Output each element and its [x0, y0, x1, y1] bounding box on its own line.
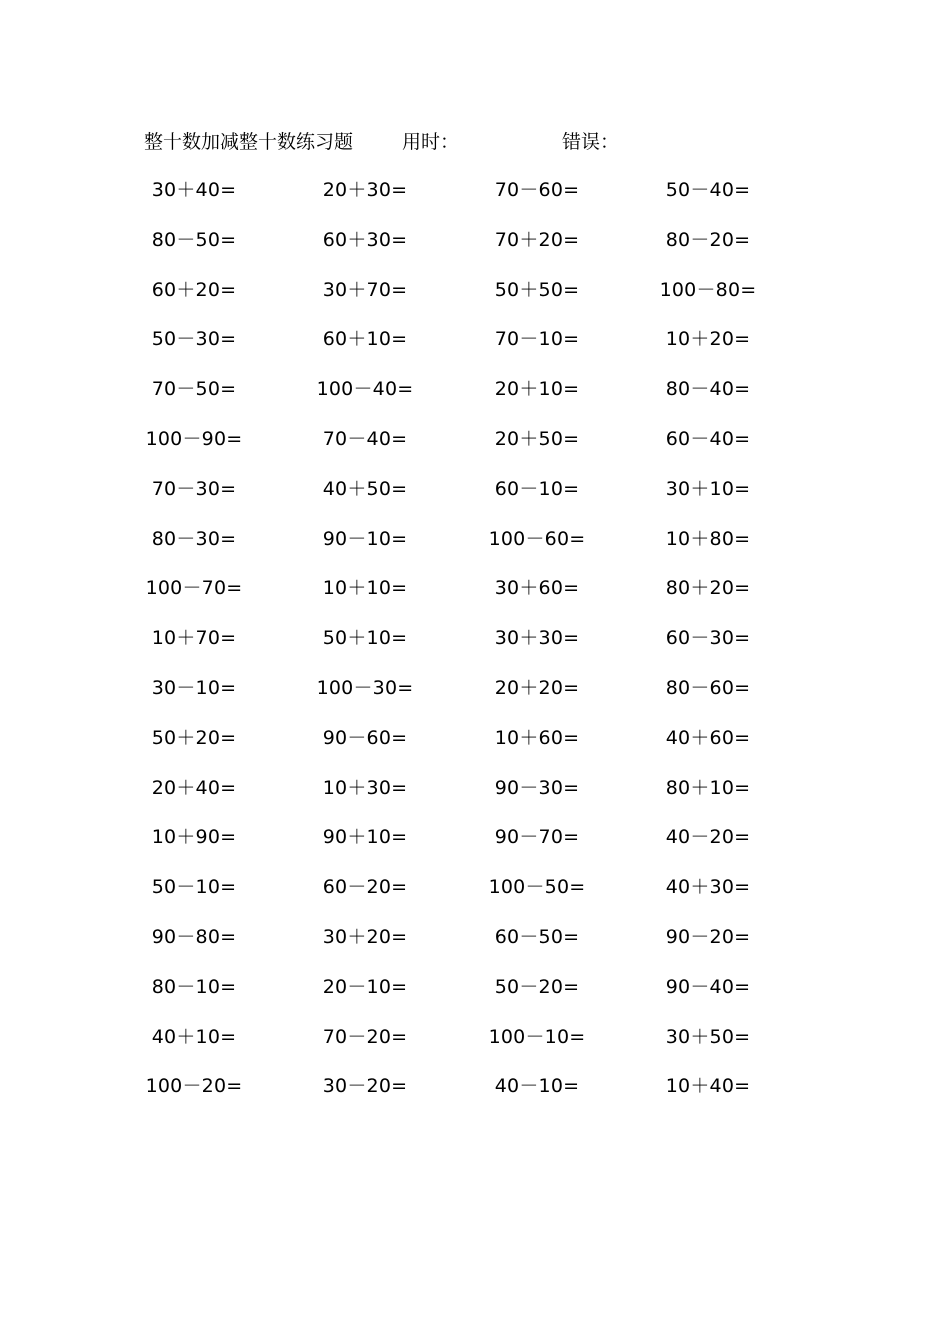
arithmetic-problem: 30＋40= — [151, 179, 237, 201]
arithmetic-problem: 60－50= — [494, 925, 580, 948]
arithmetic-problem: 10＋70= — [151, 627, 237, 650]
arithmetic-problem: 20＋10= — [494, 378, 580, 401]
arithmetic-problem: 40＋30= — [665, 876, 751, 899]
arithmetic-problem: 10＋80= — [665, 527, 751, 550]
arithmetic-problem: 20＋20= — [494, 676, 580, 699]
arithmetic-problem: 10＋60= — [494, 726, 580, 749]
arithmetic-problem: 10＋20= — [665, 328, 751, 351]
problem-row — [0, 672, 950, 722]
arithmetic-problem: 100－30= — [316, 676, 414, 699]
arithmetic-problem: 90－60= — [322, 726, 408, 749]
arithmetic-problem: 100－80= — [659, 278, 757, 301]
arithmetic-problem: 50＋50= — [494, 278, 580, 301]
arithmetic-problem: 90－10= — [322, 527, 408, 550]
arithmetic-problem: 40－10= — [494, 1075, 580, 1098]
arithmetic-problem: 30＋30= — [494, 627, 580, 650]
arithmetic-problem: 30＋10= — [665, 477, 751, 500]
arithmetic-problem: 50＋20= — [151, 726, 237, 749]
worksheet-title: 整十数加减整十数练习题 — [144, 131, 354, 153]
arithmetic-problem: 80－10= — [151, 975, 237, 998]
arithmetic-problem: 70＋20= — [494, 228, 580, 251]
arithmetic-problem: 70－60= — [494, 179, 580, 201]
arithmetic-problem: 70－10= — [494, 328, 580, 351]
arithmetic-problem: 70－50= — [151, 378, 237, 401]
arithmetic-problem: 80＋20= — [665, 577, 751, 600]
arithmetic-problem: 20＋30= — [322, 179, 408, 201]
problem-row — [0, 523, 950, 573]
arithmetic-problem: 70－40= — [322, 427, 408, 450]
problem-row — [0, 224, 950, 274]
arithmetic-problem: 60＋30= — [322, 228, 408, 251]
arithmetic-problem: 20＋40= — [151, 776, 237, 799]
worksheet-header — [0, 128, 950, 156]
problem-row — [0, 274, 950, 324]
arithmetic-problem: 90－40= — [665, 975, 751, 998]
problem-row — [0, 971, 950, 1021]
arithmetic-problem: 80－40= — [665, 378, 751, 401]
arithmetic-problem: 10＋40= — [665, 1075, 751, 1098]
arithmetic-problem: 80－50= — [151, 228, 237, 251]
arithmetic-problem: 10＋90= — [151, 826, 237, 849]
problem-grid — [0, 174, 950, 1120]
arithmetic-problem: 20－10= — [322, 975, 408, 998]
arithmetic-problem: 90－30= — [494, 776, 580, 799]
arithmetic-problem: 50－40= — [665, 179, 751, 201]
problem-row — [0, 1021, 950, 1071]
error-count-label: 错误： — [562, 131, 620, 153]
problem-row — [0, 473, 950, 523]
arithmetic-problem: 10＋10= — [322, 577, 408, 600]
arithmetic-problem: 60－20= — [322, 876, 408, 899]
arithmetic-problem: 20＋50= — [494, 427, 580, 450]
arithmetic-problem: 80－30= — [151, 527, 237, 550]
arithmetic-problem: 100－90= — [145, 427, 243, 450]
arithmetic-problem: 100－10= — [488, 1025, 586, 1048]
arithmetic-problem: 70－30= — [151, 477, 237, 500]
arithmetic-problem: 60－30= — [665, 627, 751, 650]
arithmetic-problem: 40＋50= — [322, 477, 408, 500]
arithmetic-problem: 40＋10= — [151, 1025, 237, 1048]
problem-row — [0, 423, 950, 473]
arithmetic-problem: 60＋10= — [322, 328, 408, 351]
arithmetic-problem: 60－40= — [665, 427, 751, 450]
arithmetic-problem: 30－10= — [151, 676, 237, 699]
problem-row — [0, 622, 950, 672]
arithmetic-problem: 30－20= — [322, 1075, 408, 1098]
problem-row — [0, 323, 950, 373]
arithmetic-problem: 80－20= — [665, 228, 751, 251]
arithmetic-problem: 100－50= — [488, 876, 586, 899]
arithmetic-problem: 80＋10= — [665, 776, 751, 799]
arithmetic-problem: 100－20= — [145, 1075, 243, 1098]
arithmetic-problem: 100－70= — [145, 577, 243, 600]
problem-row — [0, 821, 950, 871]
problem-row — [0, 722, 950, 772]
arithmetic-problem: 50＋10= — [322, 627, 408, 650]
problem-row — [0, 373, 950, 423]
arithmetic-problem: 90－70= — [494, 826, 580, 849]
arithmetic-problem: 50－30= — [151, 328, 237, 351]
arithmetic-problem: 90－80= — [151, 925, 237, 948]
arithmetic-problem: 30＋20= — [322, 925, 408, 948]
arithmetic-problem: 100－40= — [316, 378, 414, 401]
problem-row — [0, 572, 950, 622]
arithmetic-problem: 60－10= — [494, 477, 580, 500]
problem-row — [0, 921, 950, 971]
arithmetic-problem: 60＋20= — [151, 278, 237, 301]
problem-row — [0, 174, 950, 224]
problem-row — [0, 1070, 950, 1120]
arithmetic-problem: 50－20= — [494, 975, 580, 998]
arithmetic-problem: 40－20= — [665, 826, 751, 849]
problem-row — [0, 772, 950, 822]
time-used-label: 用时： — [402, 131, 460, 153]
arithmetic-problem: 30＋70= — [322, 278, 408, 301]
arithmetic-problem: 40＋60= — [665, 726, 751, 749]
arithmetic-problem: 50－10= — [151, 876, 237, 899]
arithmetic-problem: 90＋10= — [322, 826, 408, 849]
arithmetic-problem: 100－60= — [488, 527, 586, 550]
arithmetic-problem: 10＋30= — [322, 776, 408, 799]
arithmetic-problem: 30＋50= — [665, 1025, 751, 1048]
arithmetic-problem: 30＋60= — [494, 577, 580, 600]
arithmetic-problem: 70－20= — [322, 1025, 408, 1048]
problem-row — [0, 871, 950, 921]
arithmetic-problem: 90－20= — [665, 925, 751, 948]
arithmetic-problem: 80－60= — [665, 676, 751, 699]
